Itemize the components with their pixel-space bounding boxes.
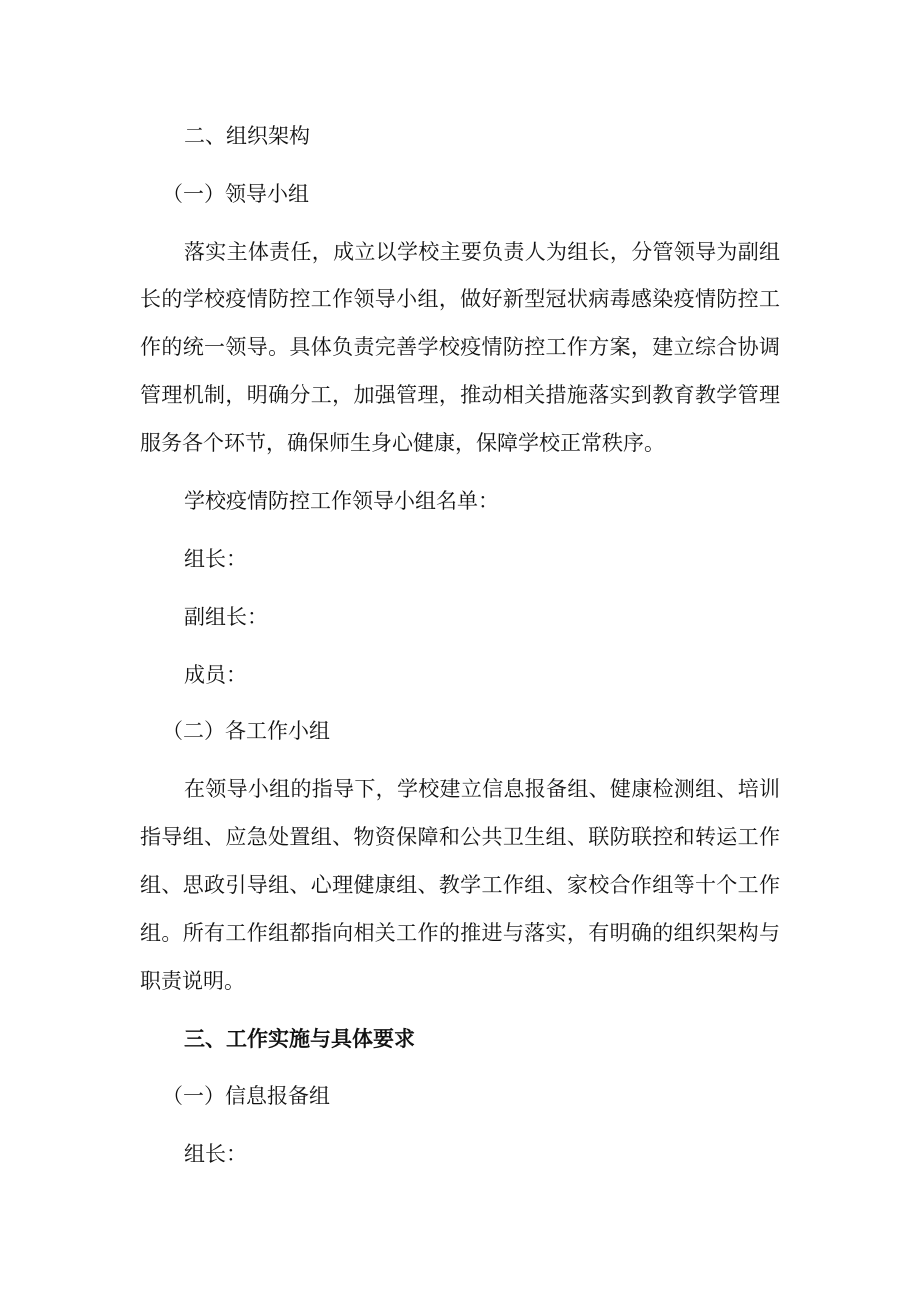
vice-leader-label: 副组长： xyxy=(184,605,268,629)
leader-label: 组长： xyxy=(184,547,247,571)
info-group-leader-label: 组长： xyxy=(184,1142,247,1166)
paragraph-line: 落实主体责任，成立以学校主要负责人为组长，分管领导为副组 xyxy=(184,240,780,264)
paragraph-line: 组。所有工作组都指向相关工作的推进与落实，有明确的组织架构与 xyxy=(140,921,780,945)
paragraph-line: 管理机制，明确分工，加强管理，推动相关措施落实到教育教学管理 xyxy=(140,383,780,407)
subheading-leadership-group: （一）领导小组 xyxy=(162,182,309,206)
subheading-work-groups: （二）各工作小组 xyxy=(162,719,330,743)
heading-org-structure: 二、组织架构 xyxy=(184,124,310,148)
paragraph-line: 服务各个环节，确保师生身心健康，保障学校正常秩序。 xyxy=(140,431,665,455)
subheading-info-group: （一）信息报备组 xyxy=(162,1084,330,1108)
paragraph-line: 长的学校疫情防控工作领导小组，做好新型冠状病毒感染疫情防控工 xyxy=(140,287,780,311)
paragraph-line: 组、思政引导组、心理健康组、教学工作组、家校合作组等十个工作 xyxy=(140,873,780,897)
members-label: 成员： xyxy=(184,663,247,687)
paragraph-line: 职责说明。 xyxy=(140,969,245,993)
paragraph-line: 作的统一领导。具体负责完善学校疫情防控工作方案，建立综合协调 xyxy=(140,335,780,359)
paragraph-line: 指导组、应急处置组、物资保障和公共卫生组、联防联控和转运工作 xyxy=(140,825,780,849)
paragraph-line: 在领导小组的指导下，学校建立信息报备组、健康检测组、培训 xyxy=(184,777,780,801)
heading-implementation: 三、工作实施与具体要求 xyxy=(184,1026,415,1051)
leadership-list-title: 学校疫情防控工作领导小组名单： xyxy=(184,489,499,513)
